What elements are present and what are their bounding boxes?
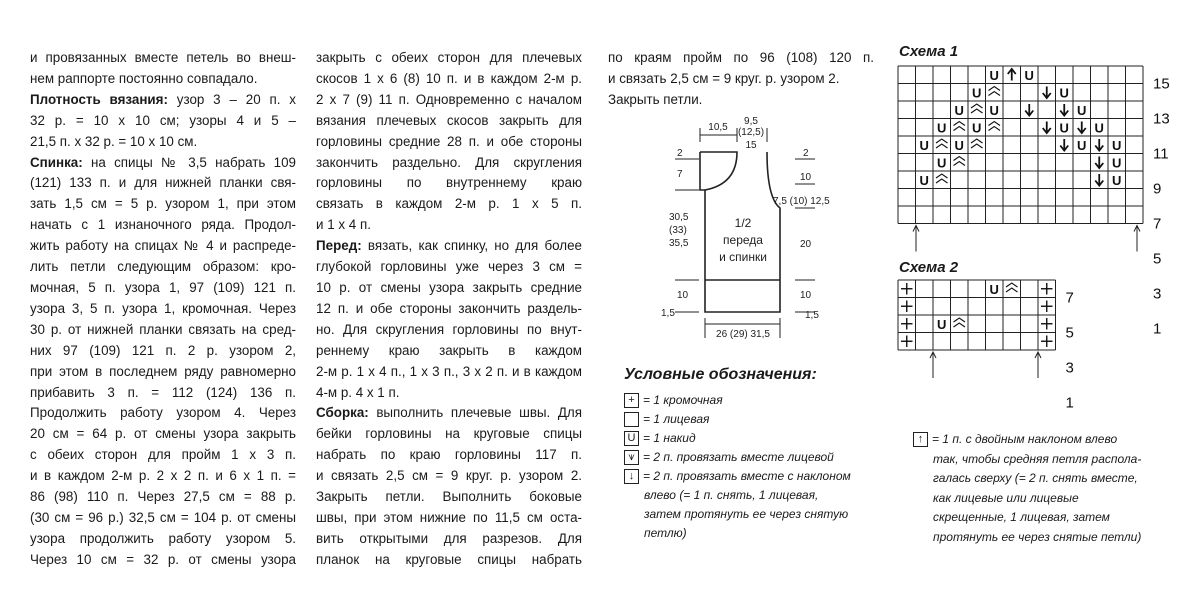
knit-two-together-icon <box>954 318 966 327</box>
arrow-down-icon <box>1095 157 1103 169</box>
note-double-decrease: ↑ = 1 п. с двойным наклоном влево так, чтобы средняя петля распола- галась сверху (= 2 п. снять вместе, как лицевые или лицевые скрещенные, 1 лицевая, затем протянуть ее через снятые петли) <box>913 430 1163 547</box>
text-line: закрыть с обеих сторон для плечевых <box>316 50 582 65</box>
text-line: узора 3, 5 п. узора 1, кромочная. Через <box>30 300 296 316</box>
front-line: Перед: вязать, как спинку, но для более <box>316 238 582 254</box>
text-line: Через 10 см = 32 р. от смены узора <box>30 551 296 567</box>
text-line: закончить раздельно. Для скругления <box>316 154 582 170</box>
dim-15: 15 <box>745 140 757 151</box>
row-number: 1 <box>1153 320 1162 338</box>
text-line: вить открытыми для разрезов. Для <box>316 530 582 546</box>
edge-stitch-icon <box>1041 318 1053 330</box>
dim-20: 20 <box>800 239 812 250</box>
text-line: и 1 х 4 п. <box>316 217 371 233</box>
piece-back: и спинки <box>719 250 767 264</box>
schema2-chart <box>895 276 1095 412</box>
dim-armhole: 7,5 (10) 12,5 <box>773 196 830 207</box>
text-line: (121) 133 п. и для нижней планки свя- <box>30 175 296 191</box>
text-line: нем раппорте постоянно совпадало. <box>30 70 258 86</box>
yarn-over-icon: U <box>972 85 982 101</box>
text-line: с обеих сторон для пройм 1 х 3 п. <box>30 447 296 463</box>
arrow-up-icon <box>1008 69 1016 81</box>
legend-item-knit: = 1 лицевая <box>624 410 709 429</box>
row-number: 7 <box>1065 289 1074 307</box>
arrow-down-icon <box>1060 104 1068 116</box>
edge-stitch-icon <box>1041 301 1053 313</box>
yarn-over-icon: U <box>1024 67 1034 83</box>
edge-stitch-icon <box>901 283 913 295</box>
knit-two-together-icon <box>954 157 966 166</box>
back-line: Спинка: на спицы № 3,5 набрать 109 <box>30 154 296 170</box>
dim-bottom: 26 (29) 31,5 <box>716 329 770 340</box>
knit-two-together-icon <box>971 104 983 113</box>
arrow-down-icon: ↓ <box>624 469 639 484</box>
text-column-3 <box>608 48 874 111</box>
yarn-over-icon: U <box>624 431 639 446</box>
dim-7: 7 <box>677 169 683 180</box>
knit-two-together-icon <box>971 139 983 148</box>
dim-10-right: 10 <box>800 172 812 183</box>
schema2-title: Схема 2 <box>899 259 959 276</box>
arrow-down-icon <box>1095 174 1103 186</box>
text-line: 30 р. от нижней планки связать на сред- <box>30 321 296 337</box>
dim-33: (33) <box>669 225 687 236</box>
yarn-over-icon: U <box>972 120 982 136</box>
legend-item-edge: + = 1 кромочная <box>624 391 723 410</box>
piece-half: 1/2 <box>734 216 752 230</box>
edge-stitch-icon <box>901 336 913 348</box>
dim-15-right: 1,5 <box>805 310 819 321</box>
yarn-over-icon: U <box>1112 137 1122 153</box>
text-line: но. Для скругления горловины по внут- <box>316 321 582 337</box>
arrow-down-icon <box>1060 139 1068 151</box>
knit-two-together-icon <box>936 139 948 148</box>
dim-neck: 10,5 <box>708 122 728 133</box>
text-line: реннему краю закрыть в каждом <box>316 342 582 358</box>
text-line: глубокой горловины уже через 3 см = <box>316 259 582 275</box>
knit-two-together-icon <box>1006 283 1018 292</box>
arrow-down-icon <box>1043 87 1051 99</box>
arrow-up-icon: ↑ <box>913 432 928 447</box>
text-line: планок на круговые спицы набрать <box>316 551 582 567</box>
row-number: 11 <box>1153 145 1169 163</box>
text-line: лить петли следующим образом: кро- <box>30 259 296 275</box>
knit-two-together-icon <box>954 122 966 131</box>
text-line: швы, при этом нижние по 11,5 см оста- <box>316 509 582 525</box>
row-number: 3 <box>1153 285 1162 303</box>
yarn-over-icon: U <box>954 102 964 118</box>
density-heading: Плотность вязания: <box>30 91 168 107</box>
yarn-over-icon: U <box>1059 120 1069 136</box>
knit-two-together-icon <box>989 122 1001 131</box>
yarn-over-icon: U <box>937 155 947 171</box>
density-line: Плотность вязания: узор 3 – 20 п. х <box>30 91 296 107</box>
edge-stitch-icon: + <box>624 393 639 408</box>
yarn-over-icon: U <box>954 137 964 153</box>
text-line: Продолжить работу узором 4. Через <box>30 405 296 421</box>
edge-stitch-icon <box>1041 283 1053 295</box>
row-number: 9 <box>1153 180 1162 198</box>
text-line: зать 1,5 см = 5 р. узором 1, при этом <box>30 196 296 212</box>
text-line: горловины средние 28 п. и обе стороны <box>316 133 582 149</box>
dim-2-right: 2 <box>803 148 809 159</box>
arrow-down-icon <box>1043 122 1051 134</box>
text-line: начать с 1 изнаночного ряда. Продол- <box>30 217 296 233</box>
legend-item-yarnover: U = 1 накид <box>624 429 696 448</box>
text-line: и в каждом 2-м р. 2 х 2 п. и 6 х 1 п. = <box>30 468 296 484</box>
text-line: 12 п. и обе стороны закончить раздель- <box>316 300 582 316</box>
text-line: горловины по внутреннему краю <box>316 175 582 191</box>
text-line: 2-м р. 1 х 4 п., 1 х 3 п., 3 х 2 п. и в каждом <box>316 363 582 379</box>
knit-two-together-icon <box>989 87 1001 96</box>
arrow-down-icon <box>1078 122 1086 134</box>
text-line: узора продолжить работу узором 5. <box>30 530 296 546</box>
dim-305: 30,5 <box>669 212 689 223</box>
edge-stitch-icon <box>901 301 913 313</box>
text-line: 2 х 7 (9) 11 п. Одновременно с началом <box>316 91 582 107</box>
yarn-over-icon: U <box>1059 85 1069 101</box>
yarn-over-icon: U <box>989 281 999 297</box>
text-line: 4-м р. 4 х 1 п. <box>316 384 400 400</box>
text-column-2 <box>316 48 582 571</box>
legend-item-k2tog: ⩛ = 2 п. провязать вместе лицевой <box>624 448 834 467</box>
dim-10-left: 10 <box>677 290 689 301</box>
row-number: 7 <box>1153 215 1162 233</box>
row-number: 13 <box>1153 110 1170 128</box>
text-line: скосов 1 х 6 (8) 10 п. и в каждом 2-м р. <box>316 70 582 86</box>
row-number: 15 <box>1153 75 1170 93</box>
text-line: 21,5 п. х 32 р. = 10 х 10 см. <box>30 133 198 149</box>
dim-15-left: 1,5 <box>661 308 675 319</box>
yarn-over-icon: U <box>989 67 999 83</box>
row-number: 5 <box>1153 250 1162 268</box>
edge-stitch-icon <box>901 318 913 330</box>
text-line: связать в каждом 2-м р. 1 х 5 п. <box>316 196 582 212</box>
row-number: 1 <box>1065 394 1074 412</box>
text-line: (30 см = 96 р.) 32,5 см = 104 р. от смены <box>30 509 296 525</box>
dim-10-right-bottom: 10 <box>800 290 812 301</box>
edge-stitch-icon <box>1041 336 1053 348</box>
text-line: бейки горловины на круговые спицы <box>316 426 582 442</box>
text-line: прибавить 3 п. = 112 (124) 136 п. <box>30 384 296 400</box>
text-line: по краям пройм по 96 (108) 120 п. <box>608 50 874 65</box>
yarn-over-icon: U <box>919 137 929 153</box>
legend-title: Условные обозначения: <box>624 366 817 383</box>
text-line: при этом в последнем ряду равномерно <box>30 363 296 379</box>
dim-2-left: 2 <box>677 148 683 159</box>
text-line: жить работу на спицах № 4 и распреде- <box>30 238 296 254</box>
yarn-over-icon: U <box>989 102 999 118</box>
text-line: набрать по краю горловины 117 п. <box>316 447 582 463</box>
text-line: Закрыть петли. <box>608 91 703 107</box>
knit-two-together-icon: ⩛ <box>624 450 639 465</box>
text-line: них 97 (109) 121 п. 2 р. узором 2, <box>30 342 296 358</box>
legend-item-ssk: ↓ = 2 п. провязать вместе с наклоном влево (= 1 п. снять, 1 лицевая, затем протянуть ее через снятую петлю) <box>624 467 851 543</box>
text-line: мочная, 5 п. узора 1, 97 (109) 121 п. <box>30 279 296 295</box>
text-column-1 <box>30 48 296 571</box>
yarn-over-icon: U <box>1077 102 1087 118</box>
dim-shoulder: 9,5 <box>744 116 758 127</box>
assembly-heading: Сборка: <box>316 405 369 421</box>
yarn-over-icon: U <box>937 316 947 332</box>
text-line: и провязанных вместе петель во внеш- <box>30 50 296 65</box>
knit-two-together-icon <box>936 174 948 183</box>
text-line: и связать 2,5 см = 9 круг. р. узором 2. <box>608 70 840 86</box>
assembly-line: Сборка: выполнить плечевые швы. Для <box>316 405 582 421</box>
text-line: Закрыть петли. Выполнить боковые <box>316 489 582 505</box>
dim-355: 35,5 <box>669 238 689 249</box>
row-number: 5 <box>1065 324 1074 342</box>
yarn-over-icon: U <box>919 172 929 188</box>
text-line: 32 р. = 10 х 10 см; узоры 4 и 5 – <box>30 112 296 128</box>
piece-front: переда <box>723 233 763 247</box>
text-line: и связать 2,5 см = 9 круг. р. узором 2. <box>316 468 582 484</box>
text-line: 10 р. от смены узора закрыть средние <box>316 279 582 295</box>
knit-stitch-icon <box>624 412 639 427</box>
back-heading: Спинка: <box>30 154 83 170</box>
text-line: 20 см = 64 р. от смены узора закрыть <box>30 426 296 442</box>
arrow-down-icon <box>1025 104 1033 116</box>
yarn-over-icon: U <box>1077 137 1087 153</box>
schema1-title: Схема 1 <box>899 43 959 60</box>
yarn-over-icon: U <box>1112 172 1122 188</box>
garment-diagram <box>655 112 855 352</box>
legend-item-ssk-cont: влево (= 1 п. снять, 1 лицевая, затем протянуть ее через снятую петлю) <box>644 488 849 541</box>
arrow-down-icon <box>1095 139 1103 151</box>
yarn-over-icon: U <box>937 120 947 136</box>
yarn-over-icon: U <box>1094 120 1104 136</box>
yarn-over-icon: U <box>1112 155 1122 171</box>
text-line: вязания плечевых скосов закрыть для <box>316 112 582 128</box>
front-heading: Перед: <box>316 238 362 254</box>
row-number: 3 <box>1065 359 1074 377</box>
text-line: 86 (98) 110 п. Через 27,5 см = 88 р. <box>30 489 296 505</box>
dim-shoulder-alt: (12,5) <box>737 127 765 138</box>
